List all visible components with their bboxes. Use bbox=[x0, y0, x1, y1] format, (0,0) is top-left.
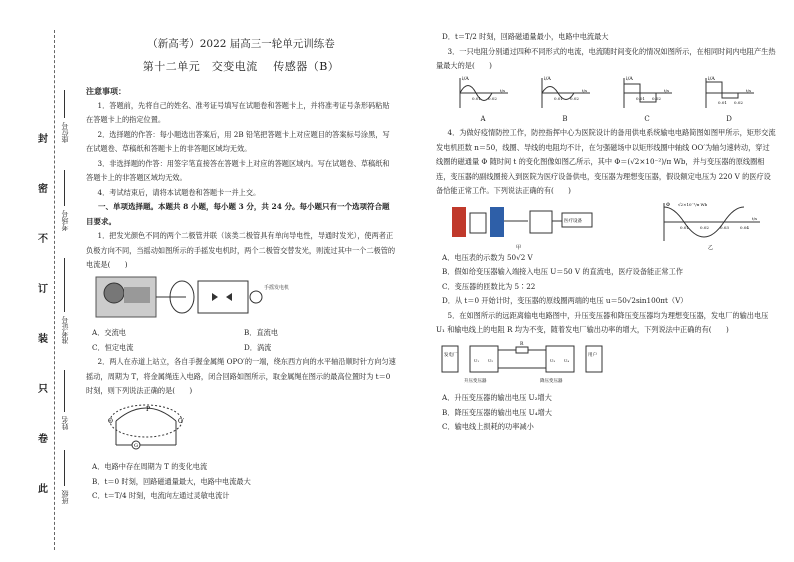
option-b[interactable]: B．假如给变压器输入端接入电压 U＝50 V 的直流电，医疗设备能正常工作 bbox=[442, 267, 683, 276]
figure-yi-label: 乙 bbox=[708, 244, 714, 251]
svg-text:i/A: i/A bbox=[462, 75, 469, 82]
exam-room-label: 考场号 bbox=[61, 210, 69, 231]
right-column bbox=[436, 30, 776, 435]
graph-a[interactable] bbox=[454, 74, 512, 127]
svg-text:0.02: 0.02 bbox=[652, 95, 661, 101]
binding-word: 不 bbox=[38, 234, 48, 245]
svg-text:0.01: 0.01 bbox=[636, 95, 645, 101]
svg-text:i/A: i/A bbox=[544, 75, 551, 82]
question-4-figures bbox=[436, 199, 776, 251]
svg-text:i/A: i/A bbox=[708, 75, 715, 82]
power-plant-label: 发电厂 bbox=[444, 352, 458, 358]
option-b[interactable]: B．降压变压器的输出电压 U₄增大 bbox=[442, 407, 552, 417]
hand-generator-figure bbox=[86, 275, 290, 319]
graph-a-label: A bbox=[480, 114, 486, 123]
section-heading: 一、单项选择题。本题共 8 小题，每小题 3 分，共 24 分。每小题只有一个选项符合题目要求。 bbox=[86, 202, 390, 226]
question-3-graphs bbox=[436, 74, 776, 127]
option-a[interactable]: A．升压变压器的输出电压 U₂增大 bbox=[442, 393, 552, 402]
question-5-stem: 5．在如图所示的远距离输电电路图中，升压变压器和降压变压器均为理想变压器，发电厂的输出电压 U₁ 和输电线上的电阻 R 均为不变，随着发电厂输出功率的增大，下列说法中正确的有( ) bbox=[436, 310, 769, 334]
svg-text:0.01: 0.01 bbox=[554, 95, 563, 101]
graph-c[interactable] bbox=[618, 74, 676, 127]
svg-text:0.01: 0.01 bbox=[680, 224, 689, 230]
name-label: 姓名 bbox=[61, 416, 69, 430]
generator-transformer-figure bbox=[446, 199, 596, 251]
point-p-label: P bbox=[146, 405, 151, 413]
svg-text:t/s: t/s bbox=[582, 87, 588, 93]
svg-text:i/A: i/A bbox=[626, 75, 633, 82]
svg-text:t/s: t/s bbox=[664, 87, 670, 93]
svg-text:0.02: 0.02 bbox=[734, 99, 743, 105]
flux-time-graph bbox=[656, 199, 766, 251]
svg-text:0.04: 0.04 bbox=[740, 224, 749, 230]
notice-heading: 注意事项： bbox=[86, 86, 126, 96]
graph-c-label: C bbox=[644, 114, 650, 123]
user-label: 用户 bbox=[588, 352, 597, 358]
binding-margin bbox=[6, 30, 86, 550]
t-axis-label: t/s bbox=[752, 215, 758, 221]
device-label: 医疗设备 bbox=[564, 218, 582, 224]
phi-value-label: √2×10⁻²/π Wb bbox=[678, 201, 708, 207]
binding-word: 此 bbox=[38, 484, 48, 495]
binding-word: 订 bbox=[38, 284, 48, 295]
seat-number-label: 座位号 bbox=[61, 122, 69, 143]
cut-line bbox=[54, 30, 55, 550]
binding-word: 密 bbox=[38, 184, 48, 195]
option-d[interactable]: D．t＝T/2 时刻，回路磁通量最小，电路中电流最大 bbox=[442, 32, 609, 41]
point-o-prime-label: O′ bbox=[178, 417, 185, 425]
graph-b[interactable] bbox=[536, 74, 594, 127]
generator-label: 手摇发电机 bbox=[264, 284, 290, 291]
resistor-label: R bbox=[520, 341, 524, 347]
option-c[interactable]: C．输电线上损耗的功率减小 bbox=[442, 422, 534, 431]
notice-item: 2．选择题的作答：每小题选出答案后，用 2B 铅笔把答题卡上对应题目的答案标号涂黑，写在试题卷、草稿纸和答题卡上的非答题区域均无效。 bbox=[86, 129, 390, 153]
option-b[interactable]: B．直流电 bbox=[244, 328, 279, 337]
galvanometer-label: G bbox=[134, 442, 138, 449]
question-1-stem: 1．把发光颜色不同的两个二极管并联（该类二极管具有单向导电性，导通时发光），使两者正负极方向不同，当摇动如图所示的手摇发电机时，两个二极管交替发光，则流过其中一个二极管的电流是( ) bbox=[86, 231, 396, 269]
svg-text:0.03: 0.03 bbox=[720, 224, 729, 230]
phi-axis-label: Φ bbox=[666, 201, 671, 208]
notice-item: 1．答题前，先将自己的姓名、准考证号填写在试题卷和答题卡上，并将准考证号条形码粘贴在答题卡上的指定位置。 bbox=[86, 100, 390, 124]
option-b[interactable]: B．t＝0 时刻，回路磁通量最大，电路中电流最大 bbox=[92, 476, 251, 486]
question-4-stem: 4．为做好疫情防控工作，防控指挥中心为医院设计的备用供电系统输电电路简图如图甲所示，矩形交流发电机匝数 n＝50，线圈、导线的电阻均不计，在匀强磁场中以矩形线圈中轴线 OO′为轴匀速转动，穿过线圈的磁通量 Φ 随时间 t 的变化图像如图乙所示，其中 Φ＝(√2×10⁻²)/π Wb，并与变压器的原线圈相连，变压器的副线圈接入到医院为医疗设备供电，变压器为理想变压器，假设额定电压为 220 V 的医疗设备恰能正常工作。下列说法正确的有( ) bbox=[436, 128, 776, 195]
svg-text:U₄: U₄ bbox=[564, 357, 569, 363]
svg-text:0.02: 0.02 bbox=[570, 95, 579, 101]
graph-b-label: B bbox=[562, 114, 568, 123]
figure-jia-label: 甲 bbox=[516, 244, 522, 251]
step-down-label: 降压变压器 bbox=[540, 378, 563, 384]
option-c[interactable]: C．变压器的匝数比为 5∶22 bbox=[442, 281, 536, 291]
svg-text:0.02: 0.02 bbox=[700, 224, 709, 230]
svg-text:U₂: U₂ bbox=[488, 357, 493, 363]
svg-text:U₃: U₃ bbox=[550, 357, 555, 363]
graph-d[interactable] bbox=[700, 74, 758, 127]
option-d[interactable]: D．从 t＝0 开始计时，变压器的原线圈两端的电压 u＝50√2sin100πt（V） bbox=[442, 296, 688, 305]
exam-title: （新高考）2022 届高三一轮单元训练卷 bbox=[147, 38, 335, 50]
ticket-number-label: 准考证号 bbox=[61, 316, 69, 344]
power-transmission-figure bbox=[436, 340, 636, 384]
step-up-label: 升压变压器 bbox=[464, 378, 487, 384]
graph-d-label: D bbox=[726, 114, 732, 123]
option-d[interactable]: D．涡流 bbox=[244, 342, 272, 352]
option-c[interactable]: C．恒定电流 bbox=[92, 342, 134, 352]
svg-text:t/s: t/s bbox=[746, 87, 752, 93]
point-o-label: O bbox=[108, 417, 113, 425]
question-3-stem: 3．一只电阻分别通过四种不同形式的电流，电流随时间变化的情况如图所示，在相同时间内电阻产生热量最大的是( ) bbox=[436, 46, 776, 70]
rope-circuit-figure bbox=[86, 401, 236, 453]
question-1-options bbox=[86, 326, 396, 341]
binding-word: 卷 bbox=[38, 434, 48, 445]
svg-text:0.02: 0.02 bbox=[488, 95, 497, 101]
binding-word: 只 bbox=[38, 384, 48, 395]
left-column bbox=[86, 30, 396, 504]
svg-text:0.01: 0.01 bbox=[718, 99, 727, 105]
svg-text:U₁: U₁ bbox=[474, 357, 479, 363]
exam-subtitle: 第十二单元 交变电流 传感器（B） bbox=[142, 60, 340, 73]
notice-item: 4．考试结束后，请将本试题卷和答题卡一并上交。 bbox=[97, 187, 261, 197]
notice-item: 3．非选择题的作答：用签字笔直接答在答题卡上对应的答题区域内。写在试题卷、草稿纸和答题卡上的非答题区域均无效。 bbox=[86, 158, 390, 182]
question-2-stem: 2．两人在赤道上站立，各自手握金属绳 OPO′的一端，绕东西方向的水平轴沿顺时针方向匀速摇动，周期为 T，将金属绳连入电路，闭合回路如图所示，取金属绳在图示的最高位置时为 t＝0 时刻，则下列说法正确的是( ) bbox=[86, 357, 396, 395]
svg-text:t/s: t/s bbox=[500, 87, 506, 93]
svg-text:0.01: 0.01 bbox=[472, 95, 481, 101]
option-c[interactable]: C．t＝T/4 时刻，电流向左通过灵敏电流计 bbox=[92, 491, 230, 500]
option-a[interactable]: A．电压表的示数为 50√2 V bbox=[442, 252, 533, 262]
option-a[interactable]: A．电路中存在周期为 T 的变化电流 bbox=[92, 462, 208, 471]
binding-word: 封 bbox=[38, 134, 48, 145]
class-label: 班级 bbox=[61, 490, 69, 504]
binding-word: 装 bbox=[38, 334, 48, 345]
option-a[interactable]: A．交流电 bbox=[92, 328, 126, 337]
